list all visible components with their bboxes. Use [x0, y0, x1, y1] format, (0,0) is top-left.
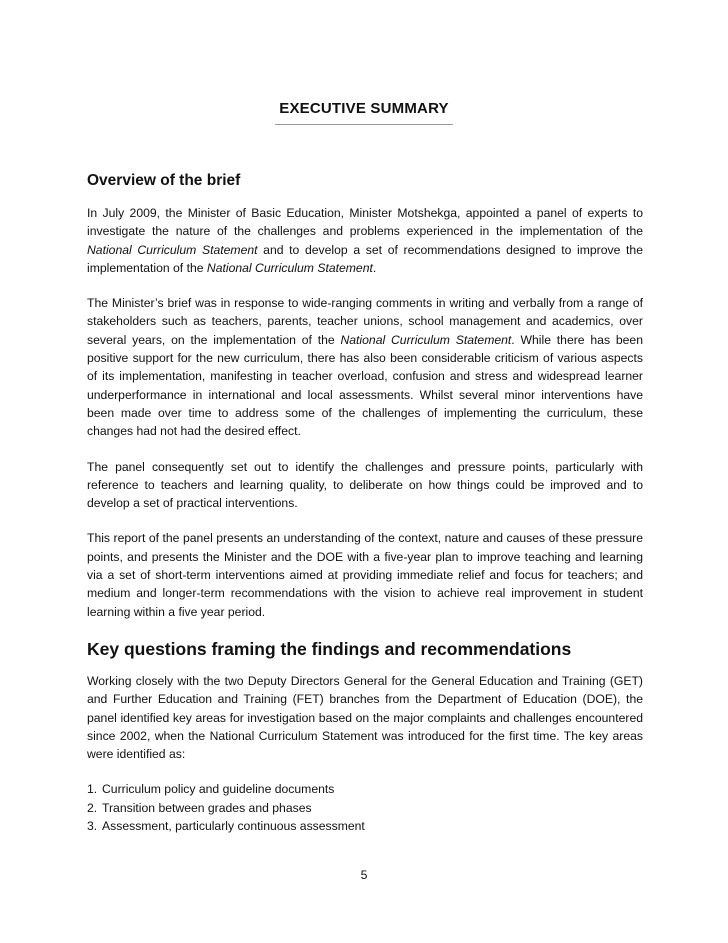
list-item: [87, 817, 643, 835]
section-overview: [87, 170, 643, 621]
list-text: Curriculum policy and guideline documents: [102, 782, 335, 797]
paragraph: [87, 294, 643, 440]
list-number: 3.: [87, 819, 98, 834]
list-number: 2.: [87, 800, 98, 815]
paragraph: This report of the panel presents an understanding of the context, nature and causes of these pressure points, and presents the Minister and the DOE with a five-year plan to improve teaching and learning via a set of short-term interventions aimed at providing immediate relief and focus for teachers; and medium and longer-term recommendations with the vision to achieve real improvement in student learning within a five year period.: [87, 531, 643, 619]
document-body: [87, 170, 643, 835]
text-run: The Minister’s brief was in response to wide-ranging comments in writing and verbally from a range of stakeholders such as teachers, parents, teacher unions, school management and academics, over several years, on the implementation of the: [87, 296, 643, 347]
title-wrap: [0, 100, 728, 125]
text-run: and to develop a set of recommendations designed to improve the implementation of the: [87, 242, 643, 275]
section-heading: Overview of the brief: [87, 172, 241, 189]
paragraph: The panel consequently set out to identify the challenges and pressure points, particularly with reference to teachers and learning quality, to deliberate on how things could be improved and to develop a set of practical interventions.: [87, 459, 643, 511]
list-number: 1.: [87, 782, 98, 797]
list-item: [87, 780, 643, 798]
section-key-questions: [87, 638, 643, 835]
italic-run: National Curriculum Statement: [87, 242, 258, 257]
section-heading: Key questions framing the findings and recommendations: [87, 638, 572, 659]
paragraph: [87, 204, 643, 277]
list-item: [87, 799, 643, 817]
text-run: In July 2009, the Minister of Basic Education, Minister Motshekga, appointed a panel of experts to investigate the nature of the challenges and problems experienced in the implementation of the: [87, 206, 643, 239]
list-text: Assessment, particularly continuous assessment: [102, 819, 365, 834]
text-run: . While there has been positive support for the new curriculum, there has also been considerable criticism of various aspects of its implementation, manifesting in teacher overload, confusion and stress and widespread learner underperformance in international and local assessments. Whilst several minor interventions have been made over time to address some of the challenges of implementing the curriculum, these changes had not had the desired effect.: [87, 332, 643, 439]
list-text: Transition between grades and phases: [102, 800, 312, 815]
page-number: 5: [360, 868, 368, 882]
key-areas-list: [87, 780, 643, 835]
page-title: EXECUTIVE SUMMARY: [275, 100, 453, 125]
paragraph: Working closely with the two Deputy Directors General for the General Education and Training (GET) and Further Education and Training (FET) branches from the Department of Education (DOE), the panel identified key areas for investigation based on the major complaints and challenges encountered since 2002, when the National Curriculum Statement was introduced for the first time. The key areas were identified as:: [87, 673, 643, 762]
text-run: .: [372, 260, 377, 275]
italic-run: National Curriculum Statement: [340, 332, 512, 347]
italic-run: National Curriculum Statement: [206, 260, 373, 275]
